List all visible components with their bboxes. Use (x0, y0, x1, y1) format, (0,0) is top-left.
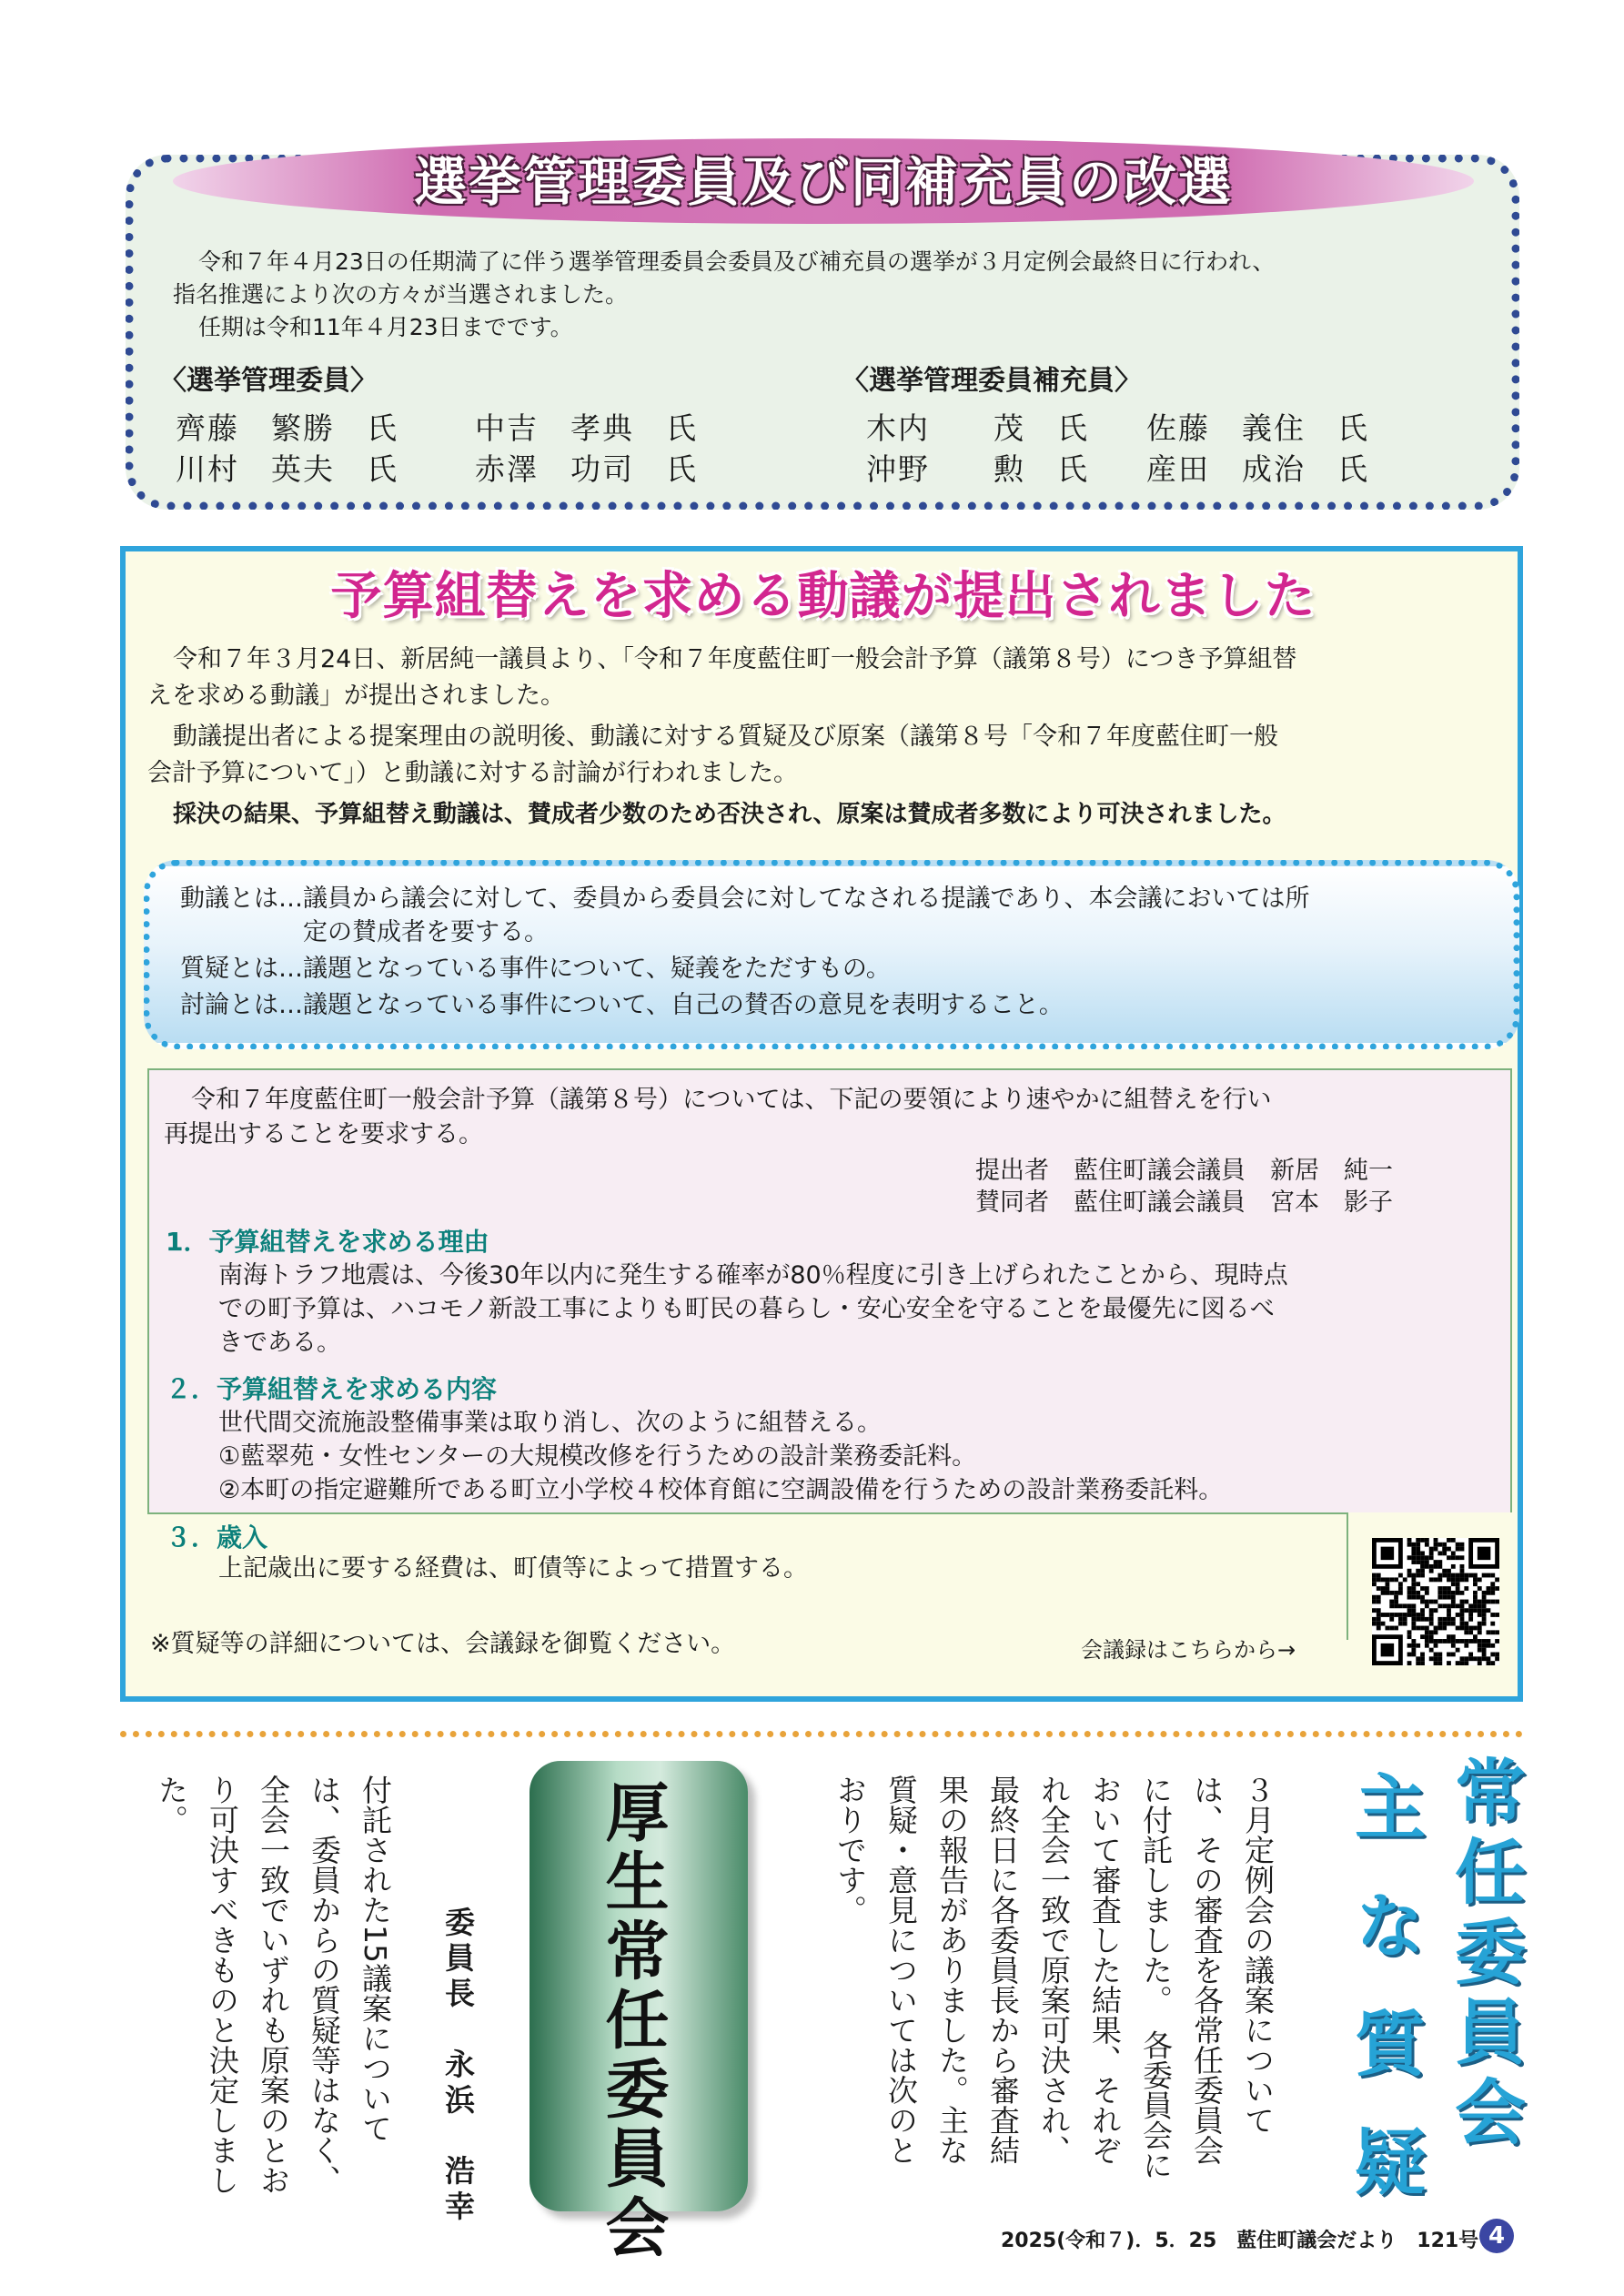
committee-intro: ３月定例会の議案については、その審査を各常任委員会に付託しました。 各委員会において審査した結果、それぞれ全会一致で原案可決され、最終日に各委員長から審査結果の報告がありました。主な質疑・意見については次のとおりです。 (832, 1775, 1276, 2180)
kosei-chair: 委員長 永浜 浩幸 (440, 1907, 476, 2226)
motion-para2b: 会計予算について」）と動議に対する討論が行われました。 (147, 759, 798, 787)
motion-submitter: 提出者 藍住町議会議員 新居 純一 (975, 1157, 1393, 1185)
revenue-heading: ３．歳入 (166, 1522, 268, 1553)
election-members-heading: 〈選挙管理委員〉 (159, 365, 378, 397)
election-member: 中吉 孝典 氏 (475, 410, 698, 446)
reason-line: きである。 (218, 1329, 341, 1357)
election-substitutes-heading: 〈選挙管理委員補充員〉 (842, 365, 1142, 397)
content-line: 世代間交流施設整備事業は取り消し、次のように組替える。 (218, 1409, 882, 1437)
election-substitute: 沖野 勲 氏 (866, 451, 1089, 487)
motion-para2a: 動議提出者による提案理由の説明後、動議に対する質疑及び原案（議第８号「令和７年度藍住町一般 (173, 723, 1278, 751)
election-title: 選挙管理委員及び同補充員の改選 (413, 151, 1233, 213)
motion-para1a: 令和７年３月24日、新居純一議員より、「令和７年度藍住町一般会計予算（議第８号）につき予算組替 (173, 645, 1297, 673)
section-divider (120, 1731, 1523, 1737)
motion-result: 採決の結果、予算組替え動議は、賛成者少数のため否決され、原案は賛成者多数により可決されました。 (173, 801, 1286, 828)
reason-heading: 1．予算組替えを求める理由 (166, 1227, 489, 1257)
revenue-line: 上記歳出に要する経費は、町債等によって措置する。 (218, 1554, 808, 1583)
committee-title-line2: 主な質疑 (1343, 1770, 1425, 2243)
kosei-committee-title: 厚生常任委員会 (595, 1779, 670, 2263)
election-para3: 任期は令和11年４月23日までです。 (198, 314, 573, 340)
motion-title: 予算組替えを求める動議が提出されました (330, 567, 1316, 626)
motion-request-line2: 再提出することを要求する。 (164, 1120, 483, 1148)
content-line: ①藍翠苑・女性センターの大規模改修を行うための設計業務委託料。 (218, 1442, 977, 1471)
election-substitute: 佐藤 義住 氏 (1146, 410, 1369, 446)
election-substitute: 産田 成治 氏 (1146, 451, 1369, 487)
page-number: 4 (1479, 2219, 1514, 2253)
definition-line: 討論とは…議題となっている事件について、自己の賛否の意見を表明すること。 (180, 991, 1064, 1019)
definition-line: 定の賛成者を要する。 (180, 918, 549, 946)
definition-line: 動議とは…議員から議会に対して、委員から委員会に対してなされる提議であり、本会議においては所 (180, 885, 1310, 913)
qr-code-icon[interactable] (1372, 1538, 1499, 1665)
kosei-committee-text: 付託された15議案については、委員からの質疑等はなく、全会一致でいずれも原案のとおり可決すべきものと決定しました。 (154, 1775, 393, 2195)
committee-title-line1: 常任委員会 (1443, 1755, 1525, 2155)
motion-para1b: えを求める動議」が提出されました。 (147, 682, 565, 710)
election-para2: 指名推選により次の方々が当選されました。 (173, 281, 629, 308)
footer-issue: 2025(令和７)．5．25 藍住町議会だより 121号 (1001, 2230, 1479, 2252)
definition-line: 質疑とは…議題となっている事件について、疑義をただすもの。 (180, 955, 891, 983)
motion-supporter: 賛同者 藍住町議会議員 宮本 影子 (975, 1188, 1393, 1217)
content-heading: ２．予算組替えを求める内容 (166, 1374, 498, 1404)
election-member: 川村 英夫 氏 (176, 451, 398, 487)
election-member: 齊藤 繁勝 氏 (176, 410, 398, 446)
reason-line: 南海トラフ地震は、今後30年以内に発生する確率が80％程度に引き上げられたことから、現時点 (218, 1261, 1288, 1290)
qr-label[interactable]: 会議録はこちらから→ (1081, 1637, 1296, 1663)
minutes-note: ※質疑等の詳細については、会議録を御覧ください。 (150, 1630, 736, 1658)
election-substitute: 木内 茂 氏 (866, 410, 1089, 446)
motion-box-bottom-edge (147, 1512, 1348, 1514)
election-member: 赤澤 功司 氏 (475, 451, 698, 487)
election-para1: 令和７年４月23日の任期満了に伴う選挙管理委員会委員及び補充員の選挙が３月定例会最終日に行われ、 (198, 248, 1276, 275)
motion-request-line1: 令和７年度藍住町一般会計予算（議第８号）については、下記の要領により速やかに組替えを行い (191, 1086, 1272, 1114)
content-line: ②本町の指定避難所である町立小学校４校体育館に空調設備を行うための設計業務委託料。 (218, 1476, 1224, 1504)
reason-line: での町予算は、ハコモノ新設工事によりも町民の暮らし・安心安全を守ることを最優先に図るべ (218, 1295, 1275, 1323)
